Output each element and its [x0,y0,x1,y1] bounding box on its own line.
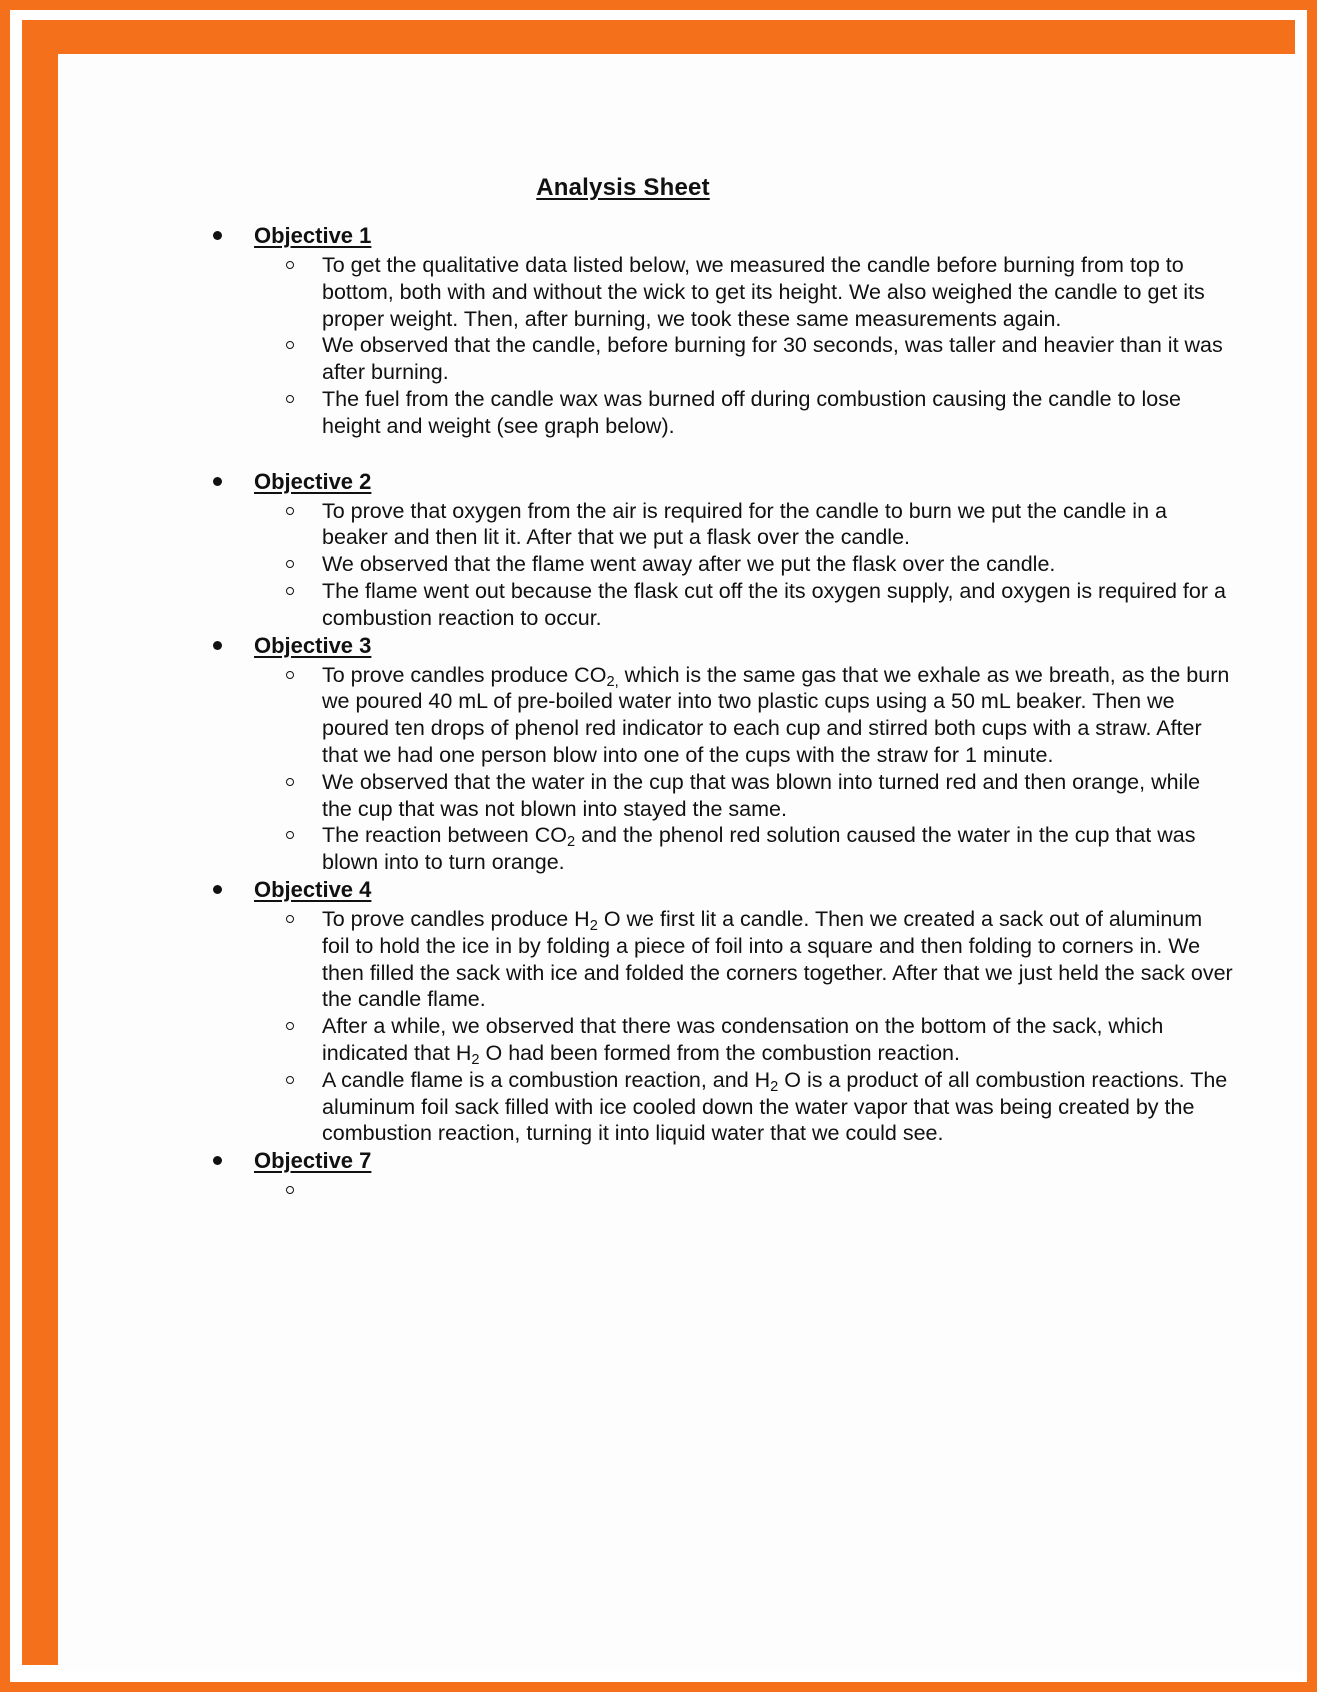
objective-group-3 [58,632,1303,876]
objective-heading-2 [58,468,1303,498]
hollow-bullet-icon [286,1186,294,1194]
objective-heading-3 [58,632,1303,662]
objective-point-text: To prove candles produce $CO_{2,}$ which is the same gas that we exhale as we breath, as the burn we poured 40 mL of pre-boiled water into two plastic cups using a 50 mL beaker. Then we poured ten drops of phenol red indicator to each cup and stirred both cups with a straw. After that we had one person blow into one of the cups with the straw for 1 minute. [322,662,1230,767]
objective-point [58,662,1303,769]
page-title-text: Analysis Sheet [536,174,710,201]
objective-point-text: The flame went out because the flask cut off the its oxygen supply, and oxygen is required for a combustion reaction to occur. [322,578,1226,630]
objective-point [58,822,1303,876]
filled-bullet-icon [213,885,222,894]
objective-group-7 [58,1147,1303,1203]
hollow-bullet-icon [286,1076,294,1084]
hollow-bullet-icon [286,560,294,568]
objective-point [58,252,1303,332]
objective-point [58,332,1303,386]
objective-label: Objective 3 [254,632,372,658]
objective-point-text: The reaction between $CO_2$ and the phenol red solution caused the water in the cup that was blown into to turn orange. [322,823,1196,875]
objective-label: Objective 7 [254,1148,372,1174]
objective-point-text: After a while, we observed that there was condensation on the bottom of the sack, which indicated that $H_2$ O had been formed from the combustion reaction. [322,1014,1164,1068]
orange-border-band [22,20,1295,1665]
objective-label: Objective 4 [254,876,372,902]
objective-label: Objective 2 [254,468,372,494]
objective-point [58,578,1303,632]
objective-point [58,1013,1303,1067]
filled-bullet-icon [213,641,222,650]
objective-point-text: A candle flame is a combustion reaction, and $H_2$ O is a product of all combustion reactions. The aluminum foil sack filled with ice cooled down the water vapor that was being created by the combustion reaction, turning it into liquid water that we could see. [322,1067,1228,1146]
objective-point-text: We observed that the water in the cup that was blown into turned red and then orange, while the cup that was not blown into stayed the same. [322,769,1201,821]
objective-group-1 [58,222,1303,440]
objective-point [58,769,1303,823]
hollow-bullet-icon [286,587,294,595]
objective-point [58,386,1303,440]
hollow-bullet-icon [286,831,294,839]
objective-point-text: To prove candles produce $H_2$ O we first lit a candle. Then we created a sack out of aluminum foil to hold the ice in by folding a piece of foil into a square and then folding to corners in. We then filled the sack with ice and folded the corners together. After that we just held the sack over the candle flame. [322,906,1233,1012]
hollow-bullet-icon [286,778,294,786]
hollow-bullet-icon [286,395,294,403]
objective-group-2 [58,468,1303,632]
objective-point-empty [58,1177,1303,1203]
objective-heading-1 [58,222,1303,252]
objective-label: Objective 1 [254,223,372,248]
objective-point-text: We observed that the candle, before burning for 30 seconds, was taller and heavier than it was after burning. [322,333,1223,385]
page-title [58,174,1188,202]
objective-group-4 [58,876,1303,1147]
objective-heading-4 [58,876,1303,906]
filled-bullet-icon [213,231,222,240]
hollow-bullet-icon [286,261,294,269]
document-page [58,54,1303,1671]
objective-point [58,906,1303,1013]
section-spacer [58,440,1303,468]
hollow-bullet-icon [286,671,294,679]
objective-point-text: We observed that the flame went away after we put the flask over the candle. [322,552,1056,577]
objective-point [58,498,1303,552]
objective-heading-7 [58,1147,1303,1177]
objective-point-text: To get the qualitative data listed below, we measured the candle before burning from top to bottom, both with and without the wick to get its height. We also weighed the candle to get its proper weight. Then, after burning, we took these same measurements again. [322,253,1205,331]
filled-bullet-icon [213,477,222,486]
objective-point-text: To prove that oxygen from the air is required for the candle to burn we put the candle in a beaker and then lit it. After that we put a flask over the candle. [322,498,1167,550]
objectives-outline [58,222,1303,1203]
objective-point-text: The fuel from the candle wax was burned off during combustion causing the candle to lose height and weight (see graph below). [322,386,1181,438]
objective-point [58,551,1303,578]
page-content [58,54,1303,1671]
objective-point [58,1067,1303,1147]
filled-bullet-icon [213,1156,222,1165]
hollow-bullet-icon [286,341,294,349]
hollow-bullet-icon [286,507,294,515]
hollow-bullet-icon [286,915,294,923]
hollow-bullet-icon [286,1022,294,1030]
